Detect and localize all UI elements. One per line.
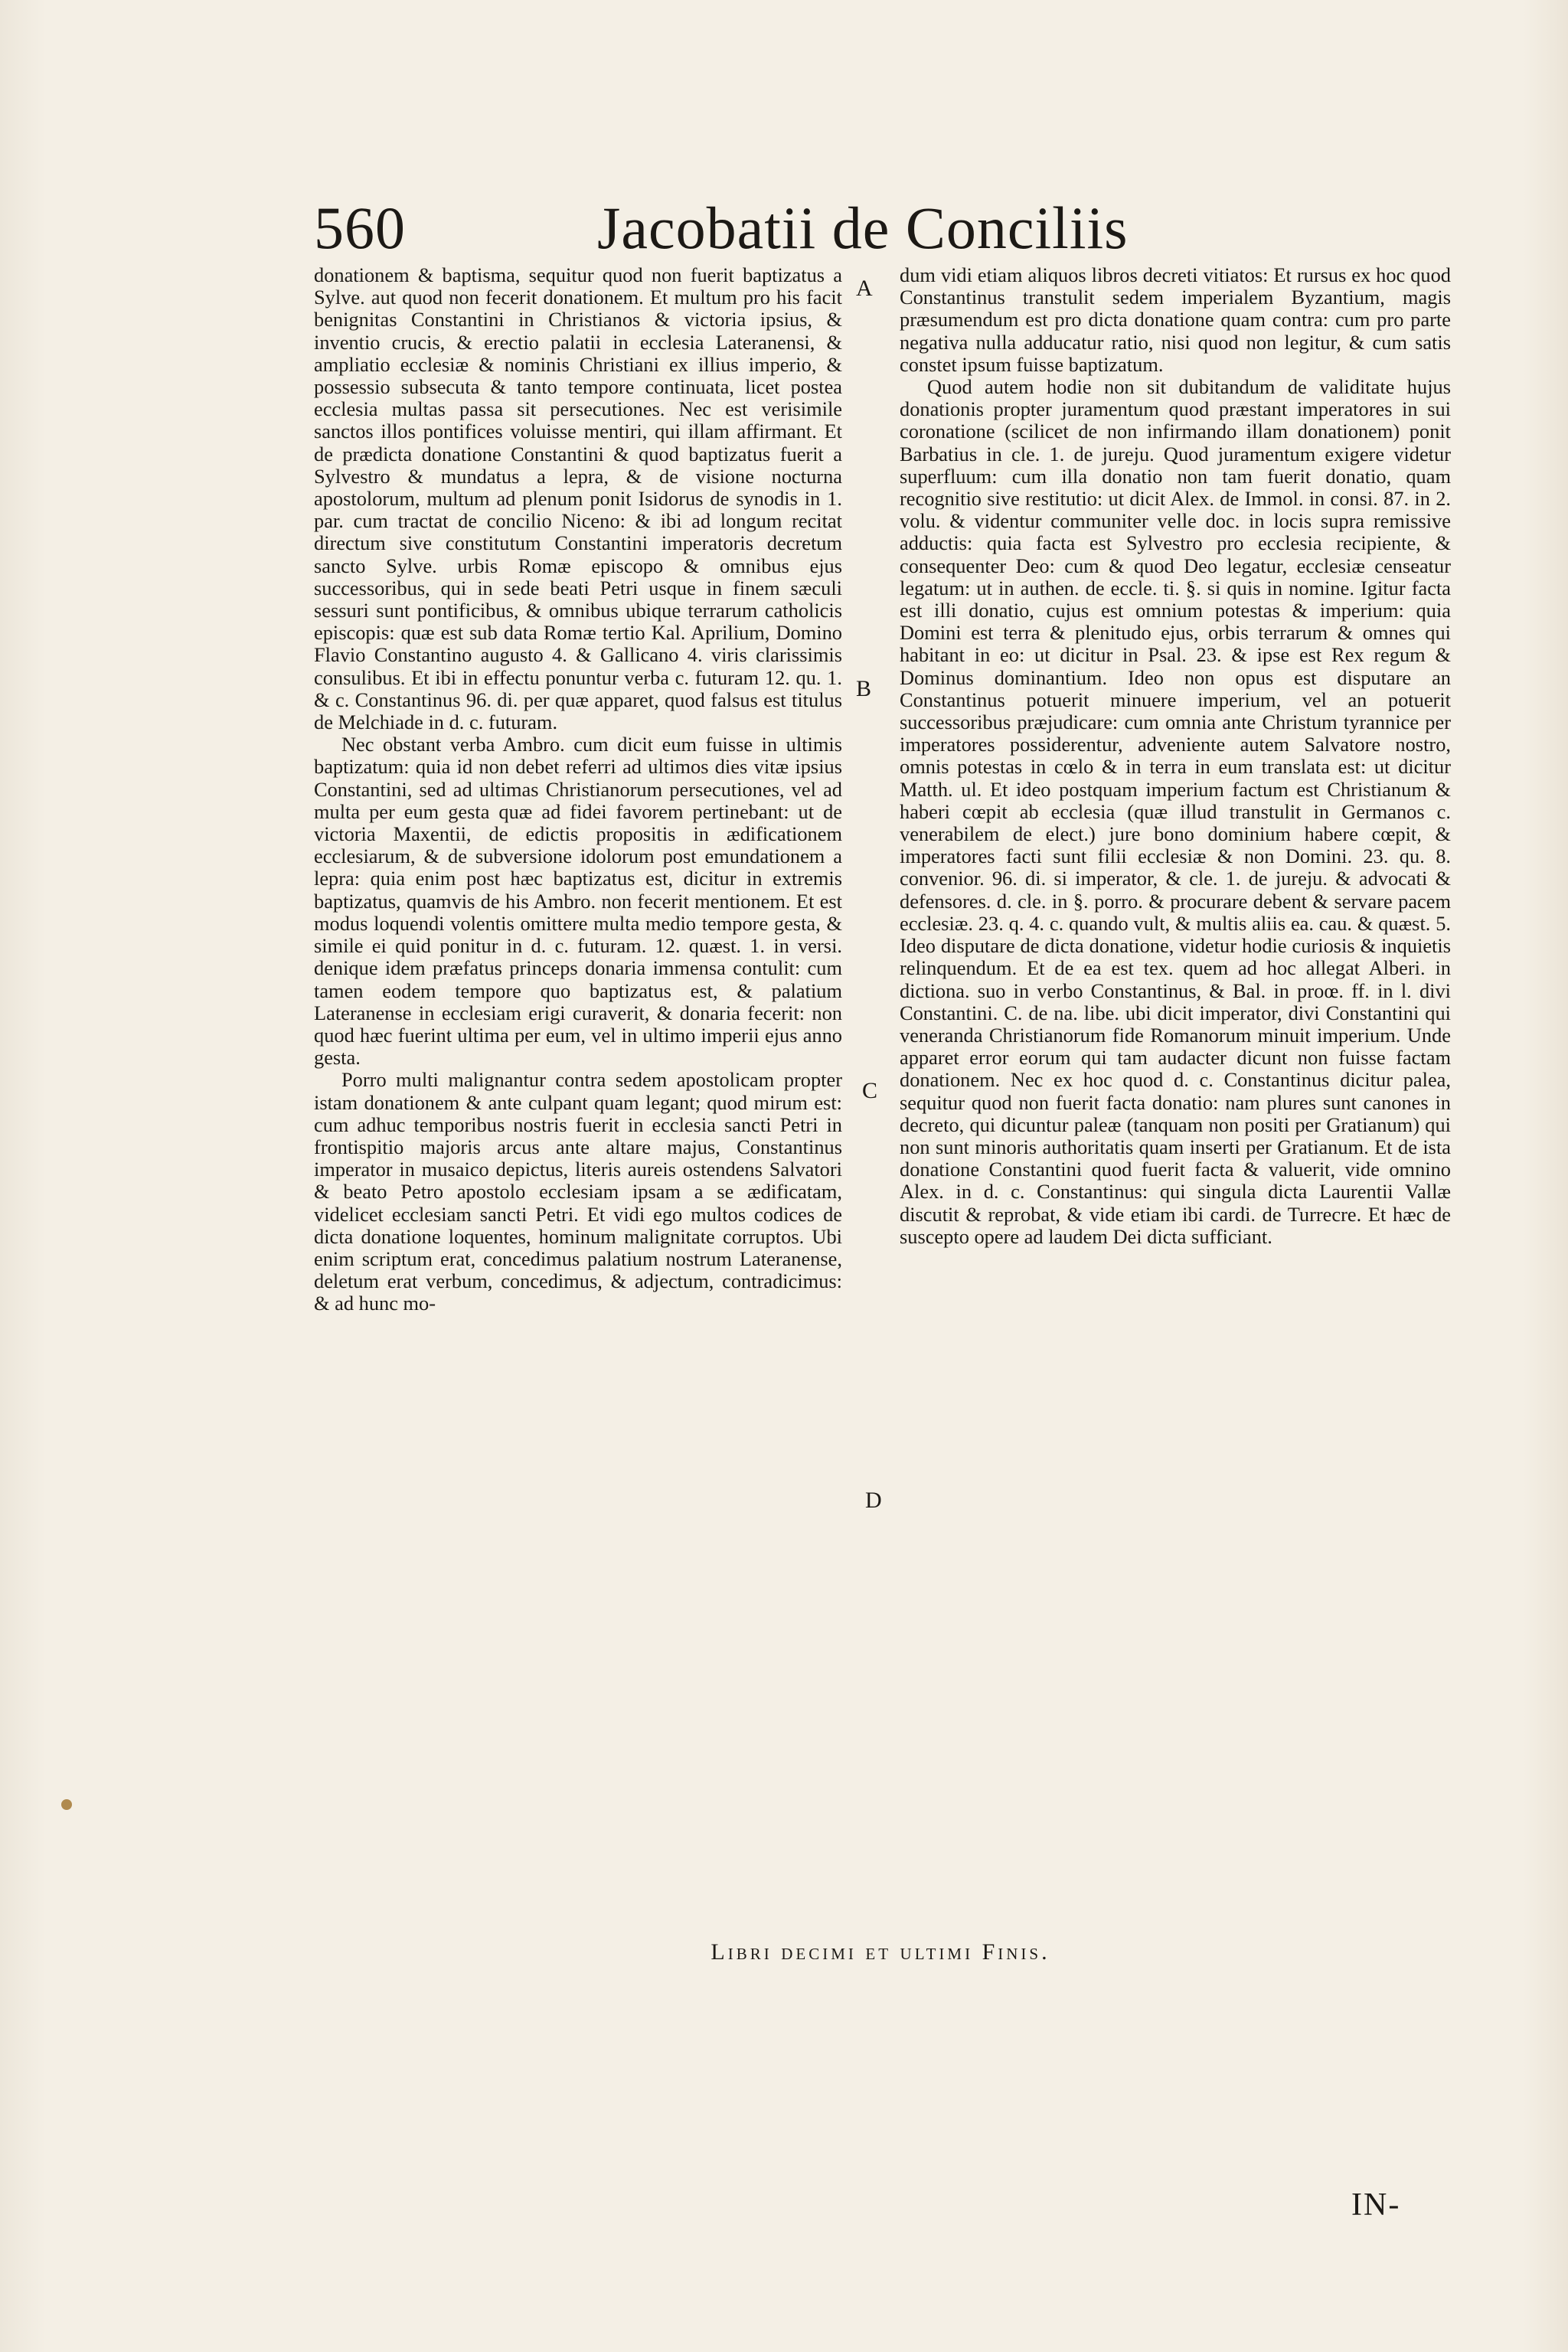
running-title: Jacobatii de Conciliis xyxy=(597,194,1129,261)
right-column xyxy=(900,264,1451,1248)
left-paragraph: Porro multi malignantur contra sedem apostolicam propter istam donationem & ante culpant quam legant; quod mirum est: cum adhuc temporibus nostris fuerit in ecclesia sancti Petri in frontispitio majoris arcus ante altare majus, Constantinus imperator in musaico depictus, literis aureis ostendens Salvatori & beato Petro apostolo ecclesiam ipsam a se ædificatam, videlicet ecclesiam sancti Petri. Et vidi ego multos codices de dicta donatione loquentes, hominum malignitate corruptos. Ubi enim scriptum erat, concedimus palatium nostrum Lateranense, deletum erat verbum, concedimus, & adjectum, contradicimus: & ad hunc mo- xyxy=(314,1068,842,1315)
right-paragraph: Quod autem hodie non sit dubitandum de validitate hujus donationis propter juramentum quod præstant imperatores in sui coronatione (scilicet de non infirmando illam donationem) ponit Barbatius in cle. 1. de jureju. Quod juramentum exigere videtur superfluum: cum illa donatio non tam fuerit donatio, quam recognitio sive restitutio: ut dicit Alex. de Immol. in consi. 87. in 2. volu. & videntur communiter velle doc. in locis supra remissive adductis: quia facta est Sylvestro pro ecclesia recipiente, & consequenter Deo: cum & quod Deo legatur, ecclesiæ censeatur legatum: ut in authen. de eccle. ti. §. si quis in nomine. Igitur facta est illi donatio, cujus est omnium potestas & imperium: quia Domini est terra & plenitudo ejus, orbis terrarum & omnes qui habitant in eo: ut dicitur in Psal. 23. & ipse est Rex regum & Dominus dominantium. Ideo non opus est disputare an Constantinus potuerit minuere imperium, vel an potuerit successoribus præjudicare: cum omnia ante Christum tyrannice per imperatores possiderentur, adveniente autem Salvatore nostro, omnis potestas in cœlo & in terra in eum translata est: ut dicitur Matth. ul. Et ideo postquam imperium factum est Christianum & haberi cœpit ab ecclesia (quæ illud transtulit in Germanos c. venerabilem de elect.) jure bono dominium habere cœpit, & imperatores facti sunt filii ecclesiæ & non Domini. 23. qu. 8. convenior. 96. di. si imperator, & cle. 1. de jureju. & advocati & defensores. d. cle. in §. porro. & procurare debent & servare pacem ecclesiæ. 23. q. 4. c. quando vult, & multis aliis ea. cau. & quæst. 5. Ideo disputare de dicta donatione, videtur hodie curiosis & inquietis relinquendum. Et de ea est tex. quem ad hoc allegat Alberi. in dictiona. suo in verbo Constantinus, & Bal. in proœ. ff. in l. divi Constantini. C. de na. libe. ubi dicit imperator, divi Constantini qui veneranda Christianorum fide Romanorum minuit imperium. Unde apparet error eorum qui tam audacter dicunt non fuisse factam donationem. Nec ex hoc quod d. c. Constantinus dicitur palea, sequitur quod non fuerit facta donatio: nam plures sunt canones in decreto, qui dicuntur paleæ (tanquam non positi per Gratianum) qui non sunt minoris authoritatis quam inserti per Gratianum. Et de ista donatione Constantini quod fuerit facta & valuerit, vide omnino Alex. in d. c. Constantinus: qui singula dicta Laurentii Vallæ discutit & reprobat, & vide etiam ibi cardi. de Turrecre. Et hæc de suscepto opere ad laudem Dei dicta sufficiant. xyxy=(900,375,1451,1248)
ink-spot xyxy=(61,1799,72,1810)
left-paragraph: donationem & baptisma, sequitur quod non fuerit baptizatus a Sylve. aut quod non fecerit donationem. Et multum pro his facit benignitas Constantini in Christianos & victoria ipsius, & inventio crucis, & erectio palatii in ecclesia Lateranensi, & ampliatio ecclesiæ & nominis Christiani ex illius imperio, & possessio subsecuta & tanto tempore continuata, licet postea ecclesia multas passa sit persecutiones. Nec est verisimile sanctos illos pontifices voluisse mentiri, qui illam affirmant. Et de prædicta donatione Constantini & quod baptizatus fuerit a Sylvestro & mundatus a lepra, & de visione nocturna apostolorum, multum ad plenum ponit Isidorus de synodis in 1. par. cum tractat de concilio Niceno: & ibi ad longum recitat directum sive constitutum Constantini imperatoris decretum sancto Sylve. urbis Romæ episcopo & omnibus ejus successoribus, qui in sede beati Petri usque in finem sæculi sessuri sunt pontificibus, & omnibus ubique terrarum catholicis episcopis: quæ est sub data Romæ tertio Kal. Aprilium, Domino Flavio Constantino augusto 4. & Gallicano 4. viris clarissimis consulibus. Et ibi in effectu ponuntur verba c. futuram 12. qu. 1. & c. Constantinus 96. di. per quæ apparet, quod falsus est titulus de Melchiade in d. c. futuram. xyxy=(314,263,842,734)
catchword: IN- xyxy=(1351,2187,1401,2223)
margin-letter-c: C xyxy=(862,1078,878,1103)
margin-letter-b: B xyxy=(856,676,872,701)
left-paragraph: Nec obstant verba Ambro. cum dicit eum fuisse in ultimis baptizatum: quia id non debet referri ad ultimos dies vitæ ipsius Constantini, sed ad ultimas Christianorum persecutiones, vel ad multa per eum gesta quæ ad fidei favorem pertinebant: ut de victoria Maxentii, de edictis propositis in ædificationem ecclesiarum, & de subversione idolorum post emundationem a lepra: quia enim post hæc baptizatus est, dicitur in extremis baptizatus, quamvis de his Ambro. non fecerit mentionem. Et est modus loquendi volentis omittere multa medio tempore gesta, & simile ei quid ponitur in d. c. futuram. 12. quæst. 1. in versi. denique idem præfatus princeps donaria immensa contulit: cum tamen eodem tempore quo baptizatus est, & palatium Lateranense in ecclesiam erigi curaverit, & donaria fecerit: non quod hæc fuerint ultima per eum, vel in ultimo imperii ejus anno gesta. xyxy=(314,733,842,1070)
margin-letter-a: A xyxy=(856,276,873,301)
page-number: 560 xyxy=(314,194,406,261)
page-header xyxy=(314,190,1156,274)
margin-letter-d: D xyxy=(865,1488,882,1513)
right-paragraph: dum vidi etiam aliquos libros decreti vitiatos: Et rursus ex hoc quod Constantinus transtulit sedem imperialem Byzantium, magis præsumendum est pro dicta donatione quam contra: cum pro parte negativa nulla adducatur ratio, nisi quod non legitur, & cum satis constet ipsum fuisse baptizatum. xyxy=(900,263,1451,376)
left-column xyxy=(314,264,842,1315)
end-title: Libri decimi et ultimi Finis. xyxy=(710,1939,1050,1965)
